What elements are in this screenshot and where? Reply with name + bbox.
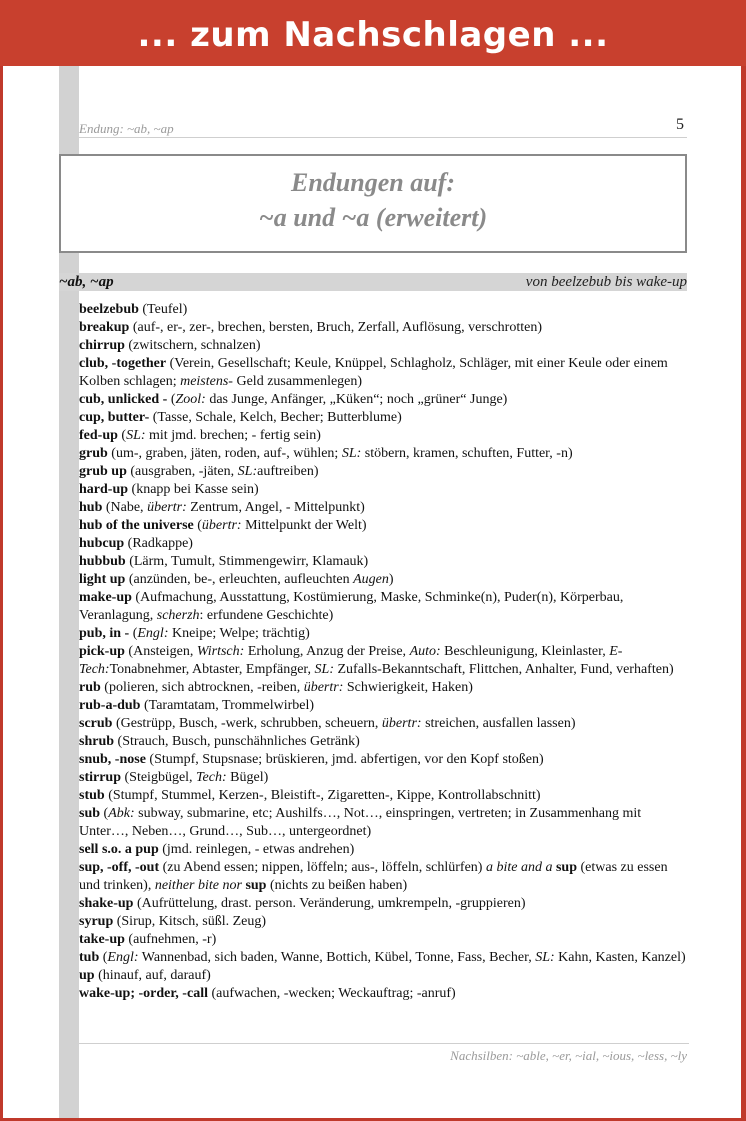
entry-text: (hinauf, auf, darauf)	[94, 968, 211, 983]
dictionary-entry	[79, 985, 689, 1003]
entry-label: übertr:	[201, 518, 242, 533]
dictionary-entry	[79, 967, 689, 985]
entry-text: (	[100, 806, 109, 821]
entry-text: (aufwachen, -wecken; Weckauftrag; -anruf)	[207, 986, 456, 1001]
entry-text: Bügel)	[226, 770, 269, 785]
entry-headword: up	[79, 968, 95, 983]
entry-headword: fed-up	[79, 428, 118, 443]
dictionary-entry	[79, 589, 689, 625]
entry-headword: take-up	[79, 932, 125, 947]
dictionary-entry	[79, 571, 689, 589]
entry-text: (etwas zu essen und trinken),	[79, 860, 668, 893]
entry-text: subway, submarine, etc; Aushilfs…, Not…, einspringen, vertreten; in Zusammenhang mit Unter…, Neben…, Grund…, Sub…, untergeordnet)	[79, 806, 642, 839]
entry-headword: cup, butter-	[79, 410, 150, 425]
entry-text: (Taramtatam, Trommelwirbel)	[140, 698, 315, 713]
entry-headword: chirrup	[79, 338, 125, 353]
entry-label: neither bite nor	[154, 878, 242, 893]
dictionary-entry	[79, 625, 689, 643]
entry-headword: breakup	[79, 320, 130, 335]
entry-text: (	[193, 518, 202, 533]
dictionary-entry	[79, 409, 689, 427]
entry-headword: snub, -nose	[79, 752, 146, 767]
entry-text: (Verein, Gesellschaft; Keule, Knüppel, Schlagholz, Schläger, mit einer Keule oder einem Kolben schlagen;	[79, 356, 668, 389]
entry-text: (Steigbügel,	[121, 770, 197, 785]
entry-text: Kahn, Kasten, Kanzel)	[554, 950, 686, 965]
entry-headword: hub of the universe	[79, 518, 194, 533]
entry-headword: cub, unlicked -	[79, 392, 168, 407]
entry-text: (Nabe,	[102, 500, 148, 515]
entry-label: Tech:	[196, 770, 227, 785]
entry-label: Zool:	[175, 392, 206, 407]
entry-headword: rub	[79, 680, 101, 695]
entry-text: (nichts zu beißen haben)	[266, 878, 408, 893]
entry-text: (anzünden, be-, erleuchten, aufleuchten	[125, 572, 354, 587]
title-box	[59, 154, 687, 253]
entry-label: SL:	[126, 428, 146, 443]
entry-label: übertr:	[381, 716, 422, 731]
entry-label: übertr:	[147, 500, 187, 515]
entry-text: (Aufmachung, Ausstattung, Kostümierung, Maske, Schminke(n), Puder(n), Körperbau, Veranlagung,	[79, 590, 624, 623]
entry-list	[79, 301, 689, 1003]
dictionary-entry	[79, 895, 689, 913]
entry-text: Erholung, Anzug der Preise,	[244, 644, 410, 659]
entry-text: (Tasse, Schale, Kelch, Becher; Butterblume)	[149, 410, 402, 425]
entry-text: (	[167, 392, 176, 407]
entry-headword: sell s.o. a pup	[79, 842, 159, 857]
entry-label: Abk:	[108, 806, 135, 821]
entry-text: (Gestrüpp, Busch, -werk, schrubben, scheuern,	[112, 716, 382, 731]
entry-headword: sup	[245, 878, 267, 893]
entry-label: meistens-	[180, 374, 233, 389]
entry-headword: syrup	[79, 914, 114, 929]
entry-headword: wake-up; -order, -call	[79, 986, 208, 1001]
entry-headword: make-up	[79, 590, 132, 605]
dictionary-entry	[79, 679, 689, 697]
entry-label: übertr:	[303, 680, 344, 695]
entry-text: Tonabnehmer, Abtaster, Empfänger,	[109, 662, 315, 677]
entry-text: (Teufel)	[138, 302, 188, 317]
entry-headword: sup	[555, 860, 577, 875]
entry-headword: hubbub	[79, 554, 126, 569]
section-range: von beelzebub bis wake-up	[525, 274, 687, 290]
footer-text: Nachsilben: ~able, ~er, ~ial, ~ious, ~less, ~ly	[450, 1048, 687, 1063]
page	[3, 66, 741, 1118]
dictionary-entry	[79, 301, 689, 319]
title-line-1: Endungen auf:	[291, 168, 455, 197]
entry-text: (ausgraben, -jäten,	[126, 464, 238, 479]
dictionary-entry	[79, 463, 689, 481]
entry-text: auftreiben)	[257, 464, 319, 479]
entry-headword: shrub	[79, 734, 115, 749]
entry-text: (Radkappe)	[124, 536, 193, 551]
entry-text: (zwitschern, schnalzen)	[124, 338, 261, 353]
entry-text: (um-, graben, jäten, roden, auf-, wühlen;	[107, 446, 342, 461]
dictionary-entry	[79, 949, 689, 967]
entry-text: (Lärm, Tumult, Stimmengewirr, Klamauk)	[125, 554, 369, 569]
running-head: Endung: ~ab, ~ap	[79, 121, 174, 136]
entry-text: (Sirup, Kitsch, süßl. Zeug)	[113, 914, 267, 929]
dictionary-entry	[79, 859, 689, 895]
dictionary-entry	[79, 787, 689, 805]
entry-text: Geld zusammenlegen)	[232, 374, 363, 389]
entry-text: (Aufrüttelung, drast. person. Veränderung, umkrempeln, -gruppieren)	[133, 896, 526, 911]
entry-headword: shake-up	[79, 896, 134, 911]
title-line-2: ~a und ~a (erweitert)	[258, 203, 488, 232]
entry-headword: pub, in -	[79, 626, 130, 641]
dictionary-entry	[79, 391, 689, 409]
entry-label: E-Tech:	[79, 644, 623, 677]
entry-label: SL:	[237, 464, 258, 479]
entry-text: das Junge, Anfänger, „Küken“; noch „grüner“ Junge)	[205, 392, 508, 407]
entry-text: Zufalls-Bekanntschaft, Flittchen, Anhalter, Fund, verhaften)	[333, 662, 674, 677]
entry-headword: rub-a-dub	[79, 698, 141, 713]
dictionary-entry	[79, 715, 689, 733]
entry-headword: hard-up	[79, 482, 129, 497]
dictionary-entry	[79, 517, 689, 535]
entry-headword: tub	[79, 950, 100, 965]
dictionary-entry	[79, 931, 689, 949]
entry-text: (	[99, 950, 108, 965]
entry-text: Beschleunigung, Kleinlaster,	[440, 644, 610, 659]
entry-text: Mittelpunkt der Welt)	[241, 518, 367, 533]
entry-text: (zu Abend essen; nippen, löffeln; aus-, löffeln, schlürfen)	[159, 860, 486, 875]
entry-text: streichen, ausfallen lassen)	[421, 716, 576, 731]
entry-text: (	[117, 428, 127, 443]
entry-label: SL:	[314, 662, 334, 677]
entry-text: (Ansteigen,	[124, 644, 197, 659]
entry-text: (Strauch, Busch, punschähnliches Getränk)	[114, 734, 360, 749]
entry-headword: light up	[79, 572, 126, 587]
entry-text: (polieren, sich abtrocknen, -reiben,	[100, 680, 304, 695]
entry-text: (Stumpf, Stummel, Kerzen-, Bleistift-, Zigaretten-, Kippe, Kontrollabschnitt)	[104, 788, 541, 803]
dictionary-entry	[79, 355, 689, 391]
entry-headword: scrub	[79, 716, 113, 731]
dictionary-entry	[79, 643, 689, 679]
entry-text: : erfundene Geschichte)	[199, 608, 334, 623]
entry-text: Kneipe; Welpe; trächtig)	[168, 626, 310, 641]
banner-title: ... zum Nachschlagen ...	[0, 0, 746, 66]
dictionary-entry	[79, 481, 689, 499]
dictionary-entry	[79, 751, 689, 769]
header-divider	[79, 137, 687, 138]
entry-label: SL:	[341, 446, 362, 461]
entry-label: Augen	[353, 572, 389, 587]
dictionary-entry	[79, 499, 689, 517]
entry-headword: beelzebub	[79, 302, 139, 317]
entry-text: (jmd. reinlegen, - etwas andrehen)	[158, 842, 355, 857]
entry-headword: grub up	[79, 464, 127, 479]
entry-headword: club, -together	[79, 356, 167, 371]
entry-label: a bite and a	[485, 860, 553, 875]
dictionary-entry	[79, 535, 689, 553]
entry-headword: grub	[79, 446, 108, 461]
entry-label: Auto:	[409, 644, 441, 659]
entry-text: stöbern, kramen, schuften, Futter, -n)	[361, 446, 573, 461]
section-label: ~ab, ~ap	[59, 274, 114, 290]
page-number: 5	[676, 116, 684, 133]
entry-headword: hub	[79, 500, 103, 515]
entry-headword: sub	[79, 806, 101, 821]
entry-headword: stirrup	[79, 770, 121, 785]
dictionary-entry	[79, 841, 689, 859]
entry-text: )	[388, 572, 394, 587]
entry-headword: stub	[79, 788, 105, 803]
entry-headword: hubcup	[79, 536, 125, 551]
entry-text: Wannenbad, sich baden, Wanne, Bottich, Kübel, Tonne, Fass, Becher,	[138, 950, 536, 965]
dictionary-entry	[79, 427, 689, 445]
dictionary-entry	[79, 733, 689, 751]
dictionary-entry	[79, 445, 689, 463]
entry-headword: pick-up	[79, 644, 125, 659]
entry-label: scherzh	[156, 608, 200, 623]
entry-label: Engl:	[137, 626, 169, 641]
footer-divider	[79, 1043, 689, 1044]
entry-text: (	[129, 626, 138, 641]
dictionary-entry	[79, 697, 689, 715]
entry-text: (auf-, er-, zer-, brechen, bersten, Bruch, Zerfall, Auflösung, verschrotten)	[129, 320, 542, 335]
dictionary-entry	[79, 319, 689, 337]
dictionary-entry	[79, 337, 689, 355]
entry-headword: sup, -off, -out	[79, 860, 160, 875]
entry-text: Zentrum, Angel, - Mittelpunkt)	[186, 500, 365, 515]
dictionary-entry	[79, 553, 689, 571]
dictionary-entry	[79, 805, 689, 841]
entry-text: mit jmd. brechen; - fertig sein)	[145, 428, 321, 443]
entry-text: Schwierigkeit, Haken)	[343, 680, 473, 695]
entry-text: (Stumpf, Stupsnase; brüskieren, jmd. abfertigen, vor den Kopf stoßen)	[145, 752, 544, 767]
dictionary-entry	[79, 769, 689, 787]
entry-text: (knapp bei Kasse sein)	[128, 482, 259, 497]
entry-label: SL:	[535, 950, 555, 965]
entry-label: Wirtsch:	[196, 644, 245, 659]
entry-text: (aufnehmen, -r)	[124, 932, 217, 947]
section-bar	[59, 273, 687, 291]
dictionary-entry	[79, 913, 689, 931]
entry-label: Engl:	[107, 950, 139, 965]
